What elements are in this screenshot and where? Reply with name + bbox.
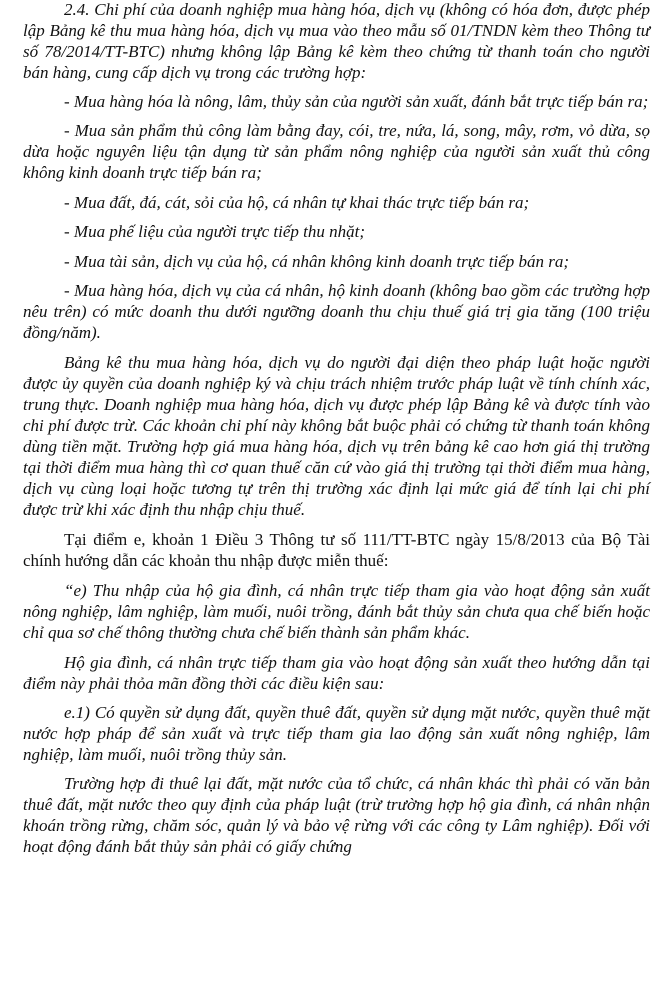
bullet-handicrafts: - Mua sản phẩm thủ công làm bằng đay, cói, tre, nứa, lá, song, mây, rơm, vỏ dừa, sọ dừa hoặc nguyên liệu tận dụng từ sản phẩm nông nghiệp của người sản xuất thủ công không kinh doanh trực tiếp bán ra; — [23, 121, 650, 182]
section-2-4-paragraph: 2.4. Chi phí của doanh nghiệp mua hàng hóa, dịch vụ (không có hóa đơn, được phép lập Bảng kê thu mua hàng hóa, dịch vụ mua vào theo mẫu số 01/TNDN kèm theo Thông tư số 78/2014/TT-BTC) nhưng không lập Bảng kê kèm theo chứng từ thanh toán cho người bán hàng, cung cấp dịch vụ trong các trường hợp: — [23, 0, 650, 82]
quote-point-e: “e) Thu nhập của hộ gia đình, cá nhân trực tiếp tham gia vào hoạt động sản xuất nông nghiệp, lâm nghiệp, làm muối, nuôi trồng, đánh bắt thủy sản chưa qua chế biến hoặc chỉ qua sơ chế thông thường chưa chế biến thành sản phẩm khác. — [23, 581, 650, 642]
circular-111-reference: Tại điểm e, khoản 1 Điều 3 Thông tư số 111/TT-BTC ngày 15/8/2013 của Bộ Tài chính hướng dẫn các khoản thu nhập được miễn thuế: — [23, 530, 650, 570]
bullet-individual-business: - Mua hàng hóa, dịch vụ của cá nhân, hộ kinh doanh (không bao gồm các trường hợp nêu trên) có mức doanh thu dưới ngưỡng doanh thu chịu thuế giá trị gia tăng (100 triệu đồng/năm). — [23, 281, 650, 342]
bullet-scrap: - Mua phế liệu của người trực tiếp thu nhặt; — [64, 222, 365, 241]
condition-e1: e.1) Có quyền sử dụng đất, quyền thuê đất, quyền sử dụng mặt nước, quyền thuê mặt nước hợp pháp để sản xuất và trực tiếp tham gia lao động sản xuất nông nghiệp, lâm nghiệp, làm muối, nuôi trồng thủy sản. — [23, 703, 650, 764]
household-conditions: Hộ gia đình, cá nhân trực tiếp tham gia vào hoạt động sản xuất theo hướng dẫn tại điểm này phải thỏa mãn đồng thời các điều kiện sau: — [23, 653, 650, 693]
leased-land-paragraph: Trường hợp đi thuê lại đất, mặt nước của tổ chức, cá nhân khác thì phải có văn bản thuê đất, mặt nước theo quy định của pháp luật (trừ trường hợp hộ gia đình, cá nhân nhận khoán trồng rừng, chăm sóc, quản lý và bảo vệ rừng với các công ty Lâm nghiệp). Đối với hoạt động đánh bắt thủy sản phải có giấy chứng — [23, 774, 650, 856]
bullet-agri-products: - Mua hàng hóa là nông, lâm, thủy sản của người sản xuất, đánh bắt trực tiếp bán ra; — [64, 92, 649, 111]
listing-sheet-paragraph: Bảng kê thu mua hàng hóa, dịch vụ do người đại diện theo pháp luật hoặc người được ủy quyền của doanh nghiệp ký và chịu trách nhiệm trước pháp luật về tính chính xác, trung thực. Doanh nghiệp mua hàng hóa, dịch vụ được phép lập Bảng kê và được tính vào chi phí được trừ. Các khoản chi phí này không bắt buộc phải có chứng từ thanh toán không dùng tiền mặt. Trường hợp giá mua hàng hóa, dịch vụ trên bảng kê cao hơn giá thị trường tại thời điểm mua hàng thì cơ quan thuế căn cứ vào giá thị trường tại thời điểm mua hàng, dịch vụ cùng loại hoặc tương tự trên thị trường xác định lại mức giá để tính lại chi phí được trừ khi xác định thu nhập chịu thuế. — [23, 353, 650, 519]
bullet-soil-stone: - Mua đất, đá, cát, sỏi của hộ, cá nhân tự khai thác trực tiếp bán ra; — [64, 193, 530, 212]
bullet-assets-services: - Mua tài sản, dịch vụ của hộ, cá nhân không kinh doanh trực tiếp bán ra; — [64, 252, 570, 271]
